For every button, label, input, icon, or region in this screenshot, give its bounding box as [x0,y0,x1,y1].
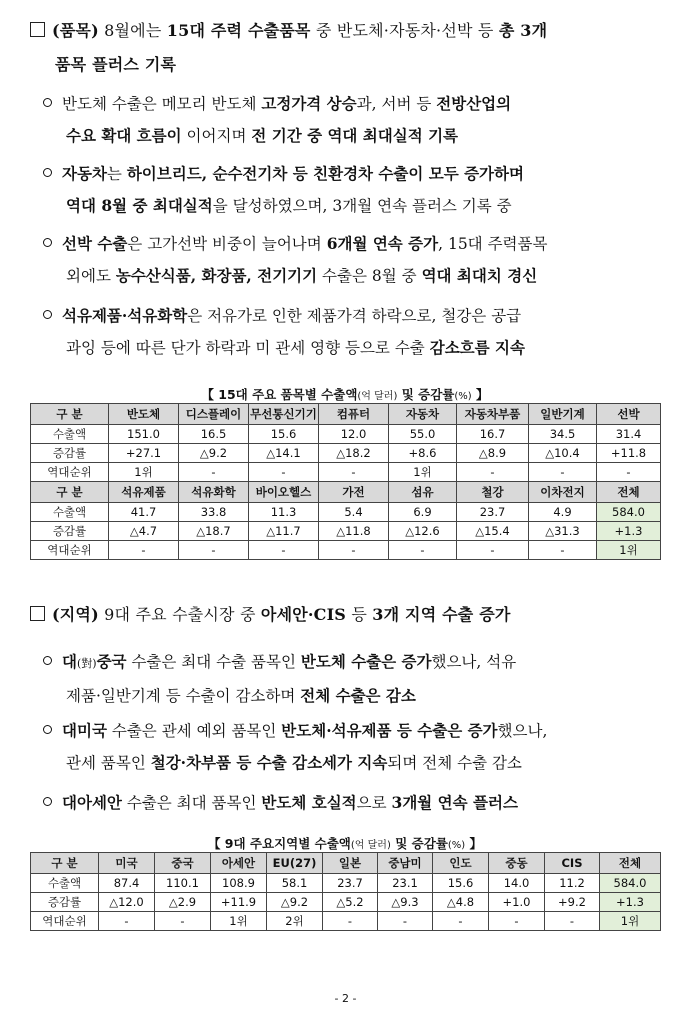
heading-text: 등 [346,605,373,624]
bullet-text: 대아세안 [62,793,122,812]
bullet-automobile [45,158,665,222]
bullet-text: 농수산식품, 화장품, 전기기기 [115,266,318,285]
column-header: 중국 [155,853,211,874]
table-row [31,541,661,560]
row-label: 수출액 [31,874,99,893]
bullet-text: 반도체 수출은 메모리 반도체 [62,95,262,113]
bullet-text: (對) [76,657,97,670]
table-cell: - [109,541,179,560]
table-cell: 6.9 [389,503,457,522]
bullet-text: 수출은 관세 예외 품목인 [106,722,282,740]
column-header: 자동차부품 [457,404,529,425]
row-label: 수출액 [31,503,109,522]
column-header: 바이오헬스 [249,482,319,503]
items-export-table [30,403,661,560]
table-cell: △18.7 [179,522,249,541]
column-header: 섬유 [389,482,457,503]
table-cell: 41.7 [109,503,179,522]
heading-text: 15대 주력 수출품목 [166,21,311,40]
table-cell: △4.7 [109,522,179,541]
heading-text: 8월에는 [98,21,167,40]
table-row [31,874,661,893]
table-cell: - [597,463,661,482]
heading-text: 9대 주요 수출시장 중 [98,605,261,624]
column-header: 인도 [433,853,489,874]
table-cell: △2.9 [155,893,211,912]
column-header: 미국 [99,853,155,874]
table-cell: △9.2 [179,444,249,463]
row-label-header: 구 분 [31,404,109,425]
caption-text: 및 증감률 [397,387,455,402]
caption-text: 】 [471,387,489,402]
bullet-text: 하이브리드, 순수전기차 등 친환경차 수출이 모두 증가하며 [126,164,524,183]
table-cell: - [529,463,597,482]
column-header: 철강 [457,482,529,503]
column-header: 디스플레이 [179,404,249,425]
table-cell: - [319,541,389,560]
table-header-row [31,404,661,425]
regions-export-table [30,852,661,931]
column-header: 중동 [489,853,545,874]
circle-bullet-icon [43,725,52,734]
bullet-text: 과, 서버 등 [356,95,437,113]
column-header: 중남미 [378,853,433,874]
heading-text: 총 3개 [498,21,548,40]
bullet-text: 으로 [356,794,392,812]
table-cell: 15.6 [433,874,489,893]
table-cell: 12.0 [319,425,389,444]
table-cell: 1위 [389,463,457,482]
table-cell: - [389,541,457,560]
table-row [31,425,661,444]
bullet-ships [45,228,665,292]
bullet-text: 수출은 최대 품목인 [121,794,262,812]
table-row [31,912,661,931]
table-row [31,522,661,541]
bullet-text: 대 [62,652,77,671]
table-cell: △10.4 [529,444,597,463]
bullet-text: 고정가격 상승 [261,94,357,113]
page-number: - 2 - [334,992,357,1005]
table-cell: △11.8 [319,522,389,541]
table-cell: - [249,463,319,482]
table-cell: 1위 [211,912,267,931]
bullet-text: 전 기간 중 역대 최대실적 기록 [251,126,459,145]
bullet-text: 했으나, [497,722,548,740]
table-cell: +11.9 [211,893,267,912]
column-header: 일반기계 [529,404,597,425]
bullet-text: 관세 품목인 [66,754,151,772]
bullet-text: 는 [106,165,127,183]
table-row [31,444,661,463]
table-header-row [31,482,661,503]
table-cell: 5.4 [319,503,389,522]
bullet-text: 이어지며 [181,127,252,145]
bullet-text: 수출은 최대 수출 품목인 [126,653,301,671]
column-header: 자동차 [389,404,457,425]
section-heading-items [30,14,670,82]
bullet-text: , 15대 주력품목 [438,235,548,253]
row-label: 역대순위 [31,541,109,560]
table-cell: 1위 [109,463,179,482]
column-header: 무선통신기기 [249,404,319,425]
section-heading-regions [30,598,670,632]
caption-unit: (%) [447,840,466,851]
checkbox-square-icon [30,22,45,37]
bullet-text: 대미국 [62,721,107,740]
column-header: CIS [545,853,600,874]
bullet-text: 을 달성하였으며, 3개월 연속 플러스 기록 중 [212,197,512,215]
heading-text: 중 반도체·자동차·선박 등 [310,21,499,40]
table-cell: - [545,912,600,931]
table-cell: 34.5 [529,425,597,444]
table-cell: 23.1 [378,874,433,893]
table-cell: +8.6 [389,444,457,463]
table-cell: 1위 [597,541,661,560]
table-cell: - [378,912,433,931]
row-label: 역대순위 [31,463,109,482]
bullet-text: 수요 확대 흐름이 [66,126,182,145]
bullet-text: 외에도 [66,267,116,285]
table-cell: 14.0 [489,874,545,893]
table-cell: +11.8 [597,444,661,463]
table-cell: 110.1 [155,874,211,893]
bullet-text: 선박 수출 [62,234,128,253]
circle-bullet-icon [43,310,52,319]
caption-text: 】 [465,836,483,851]
circle-bullet-icon [43,238,52,247]
bullet-text: 제품·일반기계 등 수출이 감소하며 [66,687,301,705]
bullet-asean [45,787,665,819]
bullet-text: 감소흐름 지속 [429,338,525,357]
table-cell: - [319,463,389,482]
bullet-usa [45,715,665,779]
caption-text: 【 9대 주요지역별 수출액 [207,836,351,851]
bullet-semiconductor [45,88,665,152]
table-cell: - [249,541,319,560]
table-cell: 11.2 [545,874,600,893]
table-cell: 11.3 [249,503,319,522]
caption-unit: (억 달러) [357,391,398,402]
table-cell: 4.9 [529,503,597,522]
bullet-text: 3개월 연속 플러스 [391,793,518,812]
table-row [31,893,661,912]
row-label: 증감률 [31,893,99,912]
row-label: 수출액 [31,425,109,444]
row-label: 증감률 [31,444,109,463]
bullet-text: 6개월 연속 증가 [326,234,439,253]
table1-caption [30,385,660,403]
table-cell: 33.8 [179,503,249,522]
bullet-text: 은 저유가로 인한 제품가격 하락으로, 철강은 공급 [187,307,522,325]
table-cell: △31.3 [529,522,597,541]
table-cell: 16.5 [179,425,249,444]
row-label-header: 구 분 [31,853,99,874]
caption-text: 및 증감률 [390,836,448,851]
heading-tag: (지역) [52,605,99,624]
table-cell: - [155,912,211,931]
bullet-text: 반도체 수출은 증가 [300,652,432,671]
column-header: 반도체 [109,404,179,425]
table-cell: △8.9 [457,444,529,463]
table-cell: △5.2 [323,893,378,912]
table-cell: - [179,541,249,560]
column-header: 이차전지 [529,482,597,503]
table-cell: 584.0 [600,874,661,893]
column-header: 석유제품 [109,482,179,503]
column-header: 가전 [319,482,389,503]
caption-text: 【 15대 주요 품목별 수출액 [201,387,358,402]
table-cell: 31.4 [597,425,661,444]
circle-bullet-icon [43,98,52,107]
bullet-text: 전체 수출은 감소 [300,686,416,705]
heading-text: 아세안·CIS [260,605,347,624]
bullet-text: 전방산업의 [436,94,512,113]
bullet-text: 했으나, 석유 [431,653,517,671]
bullet-text: 반도체·석유제품 등 수출은 증가 [281,721,498,740]
bullet-petroleum [45,300,665,364]
table-cell: 108.9 [211,874,267,893]
table-row [31,463,661,482]
table-cell: 584.0 [597,503,661,522]
bullet-text: 역대 8월 중 최대실적 [66,196,213,215]
table-cell: - [323,912,378,931]
caption-unit: (%) [454,391,472,402]
bullet-text: 과잉 등에 따른 단가 하락과 미 관세 영향 등으로 수출 [66,339,430,357]
table-cell: 151.0 [109,425,179,444]
row-label: 역대순위 [31,912,99,931]
table-cell: - [433,912,489,931]
circle-bullet-icon [43,168,52,177]
column-header: 전체 [597,482,661,503]
table-cell: - [179,463,249,482]
bullet-text: 역대 최대치 경신 [421,266,538,285]
bullet-text: 철강·차부품 등 수출 감소세가 지속 [150,753,388,772]
column-header: 석유화학 [179,482,249,503]
bullet-text: 석유제품·석유화학 [62,306,188,325]
table-cell: - [99,912,155,931]
table-cell: △18.2 [319,444,389,463]
table-cell: △11.7 [249,522,319,541]
table-cell: 1위 [600,912,661,931]
table-cell: △14.1 [249,444,319,463]
table-row [31,503,661,522]
circle-bullet-icon [43,797,52,806]
table-cell: - [457,541,529,560]
table-cell: +9.2 [545,893,600,912]
table-cell: 23.7 [457,503,529,522]
checkbox-square-icon [30,606,45,621]
bullet-text: 수출은 8월 중 [317,267,422,285]
bullet-text: 중국 [96,652,127,671]
circle-bullet-icon [43,656,52,665]
column-header: 전체 [600,853,661,874]
table-header-row [31,853,661,874]
bullet-china [45,646,665,712]
table2-caption [30,834,660,852]
table-cell: △4.8 [433,893,489,912]
table-cell: +1.0 [489,893,545,912]
table-cell: 55.0 [389,425,457,444]
row-label-header: 구 분 [31,482,109,503]
table-cell: - [457,463,529,482]
table-cell: △15.4 [457,522,529,541]
column-header: 아세안 [211,853,267,874]
table-cell: 16.7 [457,425,529,444]
table-cell: - [489,912,545,931]
bullet-text: 되며 전체 수출 감소 [387,754,522,772]
table-cell: 2위 [267,912,323,931]
table-cell: - [529,541,597,560]
table-cell: △12.6 [389,522,457,541]
row-label: 증감률 [31,522,109,541]
bullet-text: 반도체 호실적 [261,793,357,812]
column-header: EU(27) [267,853,323,874]
table-cell: +1.3 [600,893,661,912]
table-cell: 87.4 [99,874,155,893]
column-header: 컴퓨터 [319,404,389,425]
heading-text: 품목 플러스 기록 [55,55,177,74]
table-cell: △9.2 [267,893,323,912]
table-cell: 15.6 [249,425,319,444]
column-header: 선박 [597,404,661,425]
caption-unit: (억 달러) [350,840,391,851]
table-cell: +27.1 [109,444,179,463]
table-cell: △9.3 [378,893,433,912]
table-cell: △12.0 [99,893,155,912]
table-cell: 58.1 [267,874,323,893]
bullet-text: 은 고가선박 비중이 늘어나며 [127,235,327,253]
heading-tag: (품목) [52,21,99,40]
table-cell: +1.3 [597,522,661,541]
heading-text: 3개 지역 수출 증가 [372,605,511,624]
bullet-text: 자동차 [62,164,107,183]
column-header: 일본 [323,853,378,874]
table-cell: 23.7 [323,874,378,893]
